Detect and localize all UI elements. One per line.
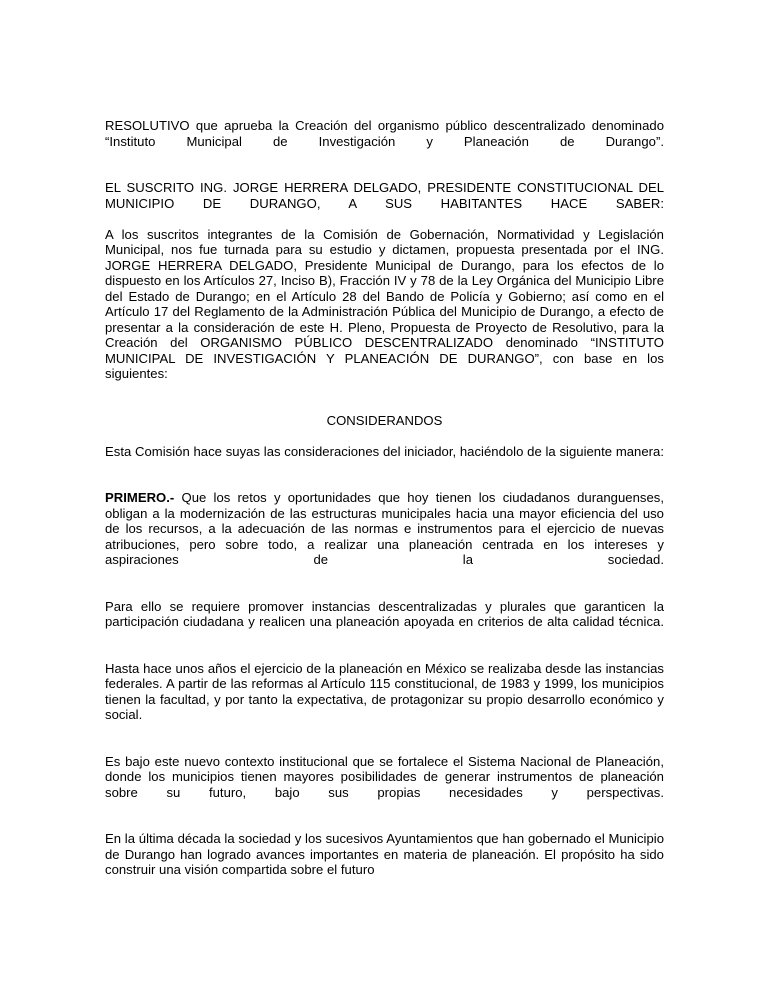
paragraph-comision-hace-suyas: Esta Comisión hace suyas las consideraciones del iniciador, haciéndolo de la siguiente manera:	[105, 443, 664, 459]
paragraph-resolutivo-intro: RESOLUTIVO que aprueba la Creación del organismo público descentralizado denominado “Instituto Municipal de Investigación y Planeación de Durango”.	[105, 118, 664, 149]
paragraph-primero-lead: PRIMERO.-	[105, 490, 175, 505]
paragraph-suscritos-integrantes: A los suscritos integrantes de la Comisión de Gobernación, Normatividad y Legislación Municipal, nos fue turnada para su estudio y dictamen, propuesta presentada por el ING. JORGE HERRERA DELGADO, Presidente Municipal de Durango, para los efectos de lo dispuesto en los Artículos 27, Inciso B), Fracción IV y 78 de la Ley Orgánica del Municipio Libre del Estado de Durango; en el Artículo 28 del Bando de Policía y Gobierno; así como en el Artículo 17 del Reglamento de la Administración Pública del Municipio de Durango, a efecto de presentar a la consideración de este H. Pleno, Propuesta de Proyecto de Resolutivo, para la Creación del ORGANISMO PÚBLICO DESCENTRALIZADO denominado “INSTITUTO MUNICIPAL DE INVESTIGACIÓN Y PLANEACIÓN DE DURANGO”, con base en los siguientes:	[105, 226, 664, 381]
paragraph-primero-text: Que los retos y oportunidades que hoy tienen los ciudadanos duranguenses, obligan a la modernización de las estructuras municipales hacia una mayor eficiencia del uso de los recursos, a la adecuación de las normas e instrumentos para el ejercicio de nuevas atribuciones, pero sobre todo, a realizar una planeación centrada en los intereses y aspiraciones de la sociedad.	[105, 490, 664, 567]
paragraph-hasta-hace-unos-anos: Hasta hace unos años el ejercicio de la planeación en México se realizaba desde las instancias federales. A partir de las reformas al Artículo 115 constitucional, de 1983 y 1999, los municipios tienen la facultad, y por tanto la expectativa, de protagonizar su propio desarrollo económico y social.	[105, 660, 664, 722]
paragraph-para-ello: Para ello se requiere promover instancias descentralizadas y plurales que garanticen la participación ciudadana y realicen una planeación apoyada en criterios de alta calidad técnica.	[105, 598, 664, 629]
paragraph-suscrito-heading: EL SUSCRITO ING. JORGE HERRERA DELGADO, PRESIDENTE CONSTITUCIONAL DEL MUNICIPIO DE DURANGO, A SUS HABITANTES HACE SABER:	[105, 180, 664, 211]
heading-considerandos: CONSIDERANDOS	[326, 412, 443, 428]
paragraph-primero	[105, 490, 664, 583]
paragraph-es-bajo-este-contexto: Es bajo este nuevo contexto institucional que se fortalece el Sistema Nacional de Planeación, donde los municipios tienen mayores posibilidades de generar instrumentos de planeación sobre su futuro, bajo sus propias necesidades y perspectivas.	[105, 753, 664, 800]
paragraph-en-la-ultima-decada: En la última década la sociedad y los sucesivos Ayuntamientos que han gobernado el Municipio de Durango han logrado avances importantes en materia de planeación. El propósito ha sido construir una visión compartida sobre el futuro	[105, 831, 664, 877]
document-text-body	[105, 118, 664, 893]
